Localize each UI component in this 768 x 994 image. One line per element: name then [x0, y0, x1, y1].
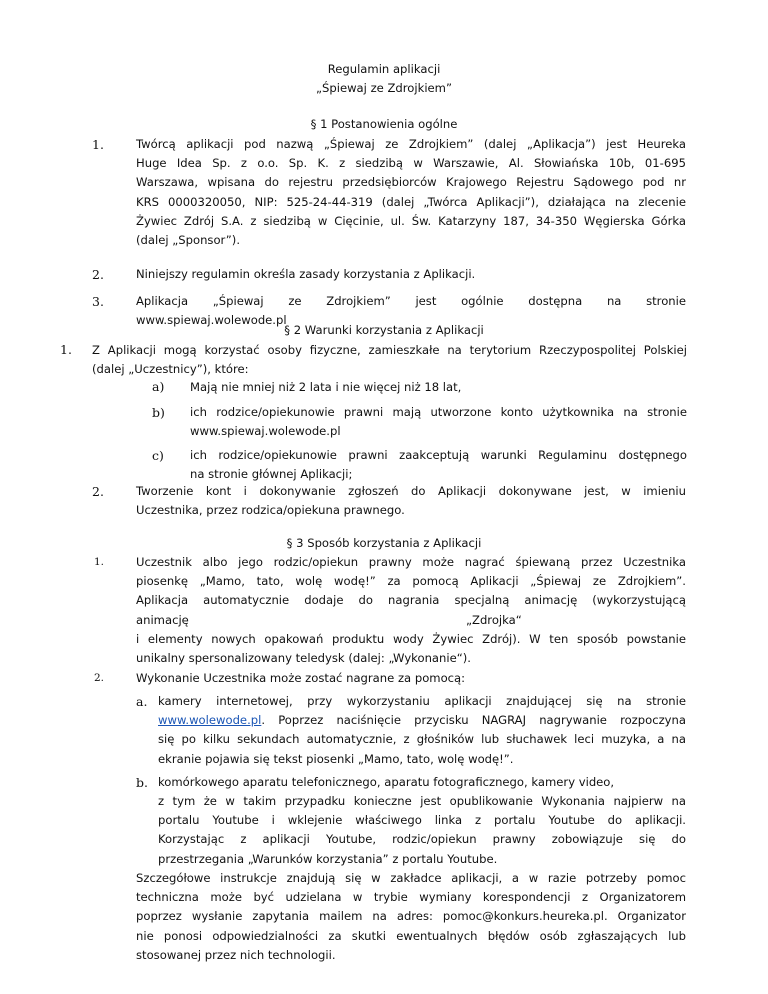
text-fragment: . Poprzez naciśnięcie przycisku NAGRAJ nagrywanie rozpoczyna	[261, 713, 686, 728]
s3-instructions-paragraph	[136, 869, 686, 965]
text-line: (dalej „Uczestnicy”), które:	[92, 362, 249, 377]
text-line: Warszawa, wpisana do rejestru przedsiębiorców Krajowego Rejestru Sądowego pod nr	[136, 175, 686, 190]
text-line: Szczegółowe instrukcje znajdują się w zakładce aplikacji, a w razie potrzeby pomoc	[136, 871, 686, 885]
s3-item-2-number: 2.	[94, 672, 105, 684]
text-line: (dalej „Sponsor”).	[136, 233, 241, 248]
text-line: stosowanej przez nich technologii.	[136, 947, 336, 962]
s2-sub-b-text	[190, 403, 687, 441]
text-fragment: animację	[136, 612, 189, 627]
s2-sub-c-label: c)	[152, 448, 164, 463]
text-line: Aplikacja automatycznie dodaje do nagrania specjalną animację (wykorzystującą	[136, 593, 686, 608]
text-line: www.spiewaj.wolewode.pl	[136, 313, 287, 328]
text-line: Uczestnika, przez rodzica/opiekuna prawnego.	[136, 503, 405, 518]
section-3-heading: § 3 Sposób korzystania z Aplikacji	[286, 536, 482, 550]
text-line: Uczestnik albo jego rodzic/opiekun prawny może nagrać śpiewaną przez Uczestnika	[136, 555, 686, 569]
text-line: KRS 0000320050, NIP: 525-24-44-319 (dalej „Twórca Aplikacji”), działająca na zlecenie	[136, 194, 686, 209]
s1-item-2-text: Niniejszy regulamin określa zasady korzystania z Aplikacji.	[136, 267, 476, 281]
text-line	[136, 611, 686, 630]
s2-item-1-text	[92, 341, 687, 379]
text-line: i elementy nowych opakowań produktu wody Żywiec Zdrój). W ten sposób powstanie	[136, 632, 686, 646]
text-line: przestrzegania „Warunków korzystania” z portalu Youtube.	[158, 851, 498, 866]
document-title: Regulamin aplikacji	[327, 62, 441, 76]
s2-item-2-text	[136, 482, 686, 520]
text-line: się po kilku sekundach automatycznie, z głośników lub słuchawek leci muzyka, a na	[158, 732, 686, 747]
text-line: Huge Idea Sp. z o.o. Sp. K. z siedzibą w Warszawie, Al. Słowiańska 10b, 01-695	[136, 156, 686, 171]
text-line: unikalny spersonalizowany teledysk (dalej: „Wykonanie“).	[136, 651, 471, 666]
text-line	[158, 711, 686, 730]
section-2-heading: § 2 Warunki korzystania z Aplikacji	[284, 323, 484, 337]
s3-sub-b-text	[158, 792, 686, 869]
s3-item-1-text	[136, 553, 686, 630]
s1-item-2-number: 2.	[92, 267, 104, 282]
text-line: Korzystając z aplikacji Youtube, rodzic/opiekun prawny zobowiązuje się do	[158, 832, 686, 847]
s3-item-2-text: Wykonanie Uczestnika może zostać nagrane za pomocą:	[136, 671, 466, 685]
text-line: techniczna może być udzielana w trybie wymiany korespondencji z Organizatorem	[136, 890, 686, 905]
text-line: portalu Youtube i wklejenie właściwego linka z portalu Youtube do aplikacji.	[158, 813, 686, 828]
s2-sub-c-text	[190, 446, 687, 484]
s1-item-1-text	[136, 135, 686, 250]
s2-sub-a-text: Mają nie mniej niż 2 lata i nie więcej niż 18 lat,	[190, 380, 462, 394]
s3-sub-a-text	[158, 692, 686, 769]
text-line: Żywiec Zdrój S.A. z siedzibą w Cięcinie, ul. Św. Katarzyny 187, 34-350 Węgierska Górka	[136, 213, 686, 228]
s3-sub-b-label: b.	[136, 775, 148, 790]
document-subtitle: „Śpiewaj ze Zdrojkiem”	[316, 81, 452, 95]
text-line: www.spiewaj.wolewode.pl	[190, 424, 341, 439]
s2-sub-b-label: b)	[152, 405, 165, 420]
text-line: Tworzenie kont i dokonywanie zgłoszeń do Aplikacji dokonywane jest, w imieniu	[136, 484, 686, 498]
wolewode-link[interactable]: www.wolewode.pl	[158, 713, 262, 728]
s2-sub-a-label: a)	[152, 379, 165, 394]
text-line: Aplikacja „Śpiewaj ze Zdrojkiem” jest ogólnie dostępna na stronie	[136, 294, 686, 308]
s3-item-1-number: 1.	[94, 556, 105, 568]
text-line: na stronie głównej Aplikacji;	[190, 467, 353, 482]
text-line: ich rodzice/opiekunowie prawni mają utworzone konto użytkownika na stronie	[190, 405, 687, 419]
text-fragment: „Zdrojka“	[466, 612, 522, 627]
s2-item-1-number: 1.	[60, 342, 72, 357]
text-line: kamery internetowej, przy wykorzystaniu aplikacji znajdującej się na stronie	[158, 694, 686, 708]
s1-item-1-number: 1.	[92, 137, 104, 152]
text-line: nie ponosi odpowiedzialności za skutki ewentualnych błędów osób zgłaszających lub	[136, 928, 686, 943]
text-line: ich rodzice/opiekunowie prawni zaakceptują warunki Regulaminu dostępnego	[190, 448, 687, 462]
s3-item-1-continuation	[136, 630, 686, 668]
text-line: z tym że w takim przypadku konieczne jest opublikowanie Wykonania najpierw na	[158, 794, 686, 808]
s3-sub-a-label: a.	[136, 694, 148, 709]
text-line: Z Aplikacji mogą korzystać osoby fizyczne, zamieszkałe na terytorium Rzeczypospolitej Polskiej	[92, 343, 687, 357]
text-line: poprzez wysłanie zapytania mailem na adres: pomoc@konkurs.heureka.pl. Organizator	[136, 909, 686, 924]
text-line: ekranie pojawia się tekst piosenki „Mamo, tato, wolę wodę!”.	[158, 751, 514, 766]
text-line: piosenkę „Mamo, tato, wolę wodę!” za pomocą Aplikacji „Śpiewaj ze Zdrojkiem”.	[136, 574, 686, 589]
s3-sub-b-first-line: komórkowego aparatu telefonicznego, aparatu fotograficznego, kamery video,	[158, 775, 615, 789]
section-1-heading: § 1 Postanowienia ogólne	[310, 117, 458, 131]
s2-item-2-number: 2.	[92, 484, 104, 499]
s1-item-3-number: 3.	[92, 294, 104, 309]
text-line: Twórcą aplikacji pod nazwą „Śpiewaj ze Zdrojkiem” (dalej „Aplikacja”) jest Heureka	[136, 137, 686, 151]
